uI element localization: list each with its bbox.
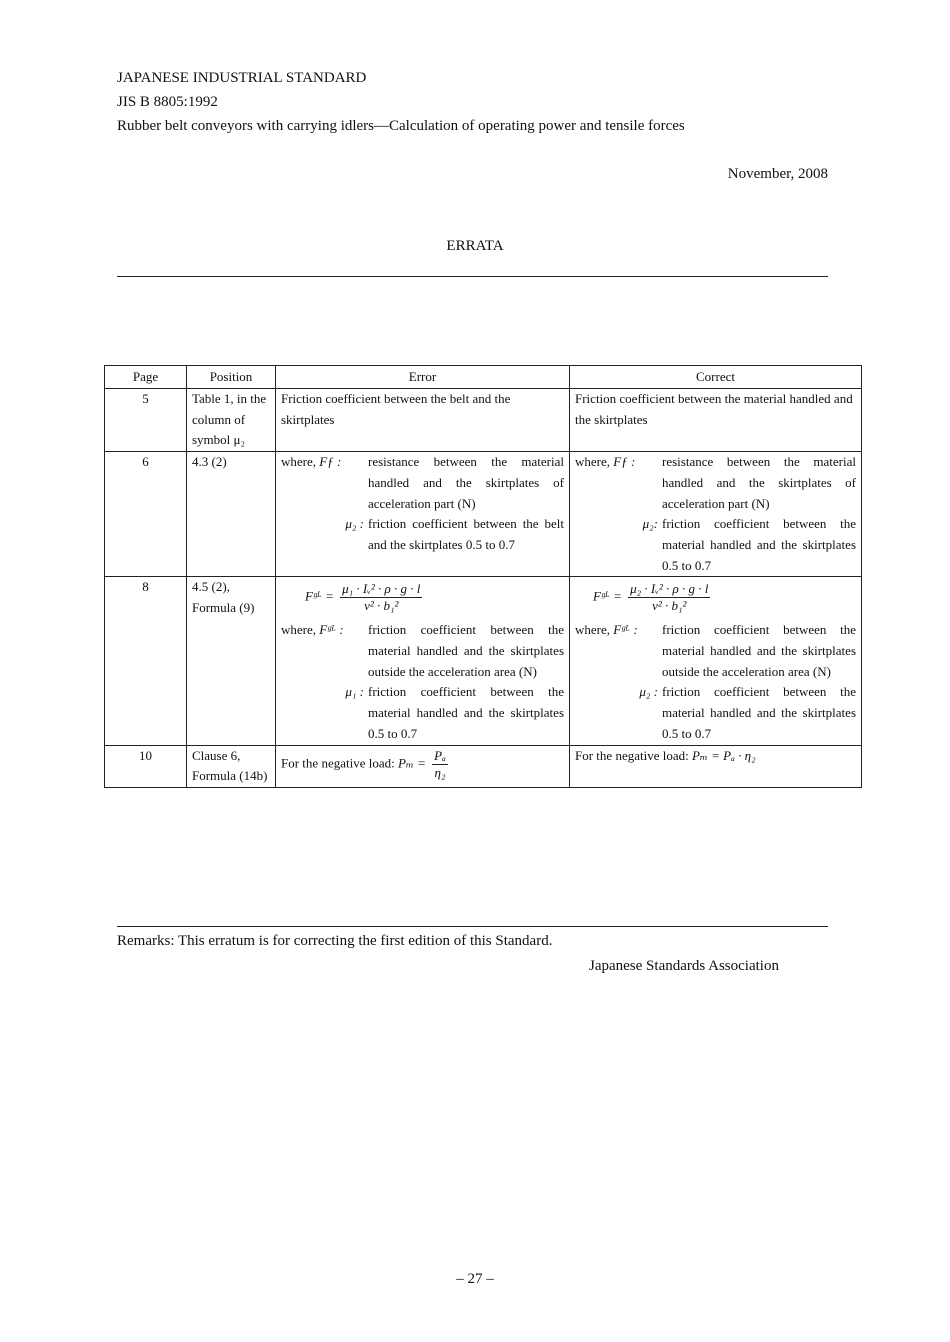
symbol: Fᵍᴸ : — [613, 622, 638, 638]
errata-table — [104, 365, 862, 788]
definition-text: friction coefficient between the material handled and the skirtplates 0.5 to 0.7 — [662, 684, 856, 741]
document-header — [117, 66, 685, 138]
definition-line — [575, 452, 856, 514]
column-header-correct: Correct — [570, 366, 862, 389]
error-cell: Friction coefficient between the belt and the skirtplates — [276, 389, 570, 452]
definition-line — [281, 682, 564, 744]
definition-text: friction coefficient between the belt and the skirtplates 0.5 to 0.7 — [368, 516, 564, 552]
definition-text: friction coefficient between the material handled and the skirtplates 0.5 to 0.7 — [368, 684, 564, 741]
table-row — [105, 577, 862, 745]
formula-9-error — [281, 577, 564, 620]
symbol: μ₂ : — [639, 684, 658, 700]
symbol: Fƒ : — [319, 454, 342, 470]
standard-number: JIS B 8805:1992 — [117, 94, 218, 110]
formula-denominator: v² · b₁² — [652, 598, 687, 614]
formula-fraction — [340, 581, 422, 614]
formula-fraction — [432, 748, 448, 781]
formula-lhs: Fᵍᴸ = — [305, 588, 334, 604]
table-header-row — [105, 366, 862, 389]
correct-cell: Friction coefficient between the material handled and the skirtplates — [570, 389, 862, 452]
definition-line — [575, 514, 856, 576]
formula-numerator: μ₁ · Iᵥ² · ρ · g · l — [342, 581, 421, 597]
standard-title: Rubber belt conveyors with carrying idlers—Calculation of operating power and tensile forces — [117, 118, 685, 134]
page-number: – 27 – — [456, 1271, 494, 1287]
position-cell: Table 1, in the column of symbol μ₂ — [187, 389, 276, 452]
definition-line — [281, 620, 564, 682]
definition-line — [281, 452, 564, 514]
top-divider — [117, 276, 828, 277]
error-cell — [276, 577, 570, 745]
position-cell: Clause 6, Formula (14b) — [187, 745, 276, 787]
error-cell — [276, 745, 570, 787]
page-title: ERRATA — [446, 238, 504, 254]
association-name: Japanese Standards Association — [589, 958, 779, 974]
symbol: μ₁ : — [345, 684, 364, 700]
column-header-position: Position — [187, 366, 276, 389]
formula-9-correct — [575, 577, 856, 620]
column-header-page: Page — [105, 366, 187, 389]
formula-denominator: v² · b₁² — [364, 598, 399, 614]
formula-lhs: Pₘ = — [397, 755, 426, 771]
formula-lhs: Fᵍᴸ = — [593, 588, 622, 604]
standard-name: JAPANESE INDUSTRIAL STANDARD — [117, 70, 367, 86]
formula-denominator: η₂ — [434, 764, 446, 780]
page-cell: 5 — [105, 389, 187, 452]
table-row — [105, 452, 862, 577]
symbol: Fᵍᴸ : — [319, 622, 344, 638]
column-header-error: Error — [276, 366, 570, 389]
correct-cell — [570, 452, 862, 577]
formula-fraction — [628, 581, 710, 614]
table-row — [105, 745, 862, 787]
definition-text: friction coefficient between the material handled and the skirtplates outside the acceleration area (N) — [368, 622, 564, 679]
position-cell: 4.3 (2) — [187, 452, 276, 577]
symbol: μ₂ : — [345, 516, 364, 532]
negative-load-prefix: For the negative load: — [281, 755, 395, 771]
formula-numerator: μ₂ · Iᵥ² · ρ · g · l — [630, 581, 709, 597]
where-label: where, — [575, 454, 611, 470]
page-cell: 10 — [105, 745, 187, 787]
page-cell: 8 — [105, 577, 187, 745]
where-label: where, — [281, 622, 317, 638]
definition-text: friction coefficient between the material handled and the skirtplates 0.5 to 0.7 — [662, 516, 856, 573]
definition-line — [575, 620, 856, 682]
definition-text: resistance between the material handled and the skirtplates of acceleration part (N) — [662, 454, 856, 511]
definition-line — [281, 514, 564, 555]
formula-14b-correct: Pₘ = Pₐ · η₂ — [691, 747, 756, 763]
issue-date: November, 2008 — [727, 166, 828, 182]
symbol: Fƒ : — [613, 454, 636, 470]
position-cell: 4.5 (2), Formula (9) — [187, 577, 276, 745]
page-cell: 6 — [105, 452, 187, 577]
table-row — [105, 389, 862, 452]
where-label: where, — [575, 622, 611, 638]
definition-line — [575, 682, 856, 744]
definition-text: resistance between the material handled and the skirtplates of acceleration part (N) — [368, 454, 564, 511]
error-cell — [276, 452, 570, 577]
where-label: where, — [281, 454, 317, 470]
correct-cell — [570, 745, 862, 787]
remarks: Remarks: This erratum is for correcting the first edition of this Standard. — [117, 933, 553, 949]
bottom-divider — [117, 926, 828, 927]
formula-numerator: Pₐ — [434, 747, 446, 763]
correct-cell — [570, 577, 862, 745]
negative-load-prefix: For the negative load: — [575, 747, 689, 763]
definition-text: friction coefficient between the material handled and the skirtplates outside the acceleration area (N) — [662, 622, 856, 679]
symbol: μ₂: — [642, 516, 658, 532]
